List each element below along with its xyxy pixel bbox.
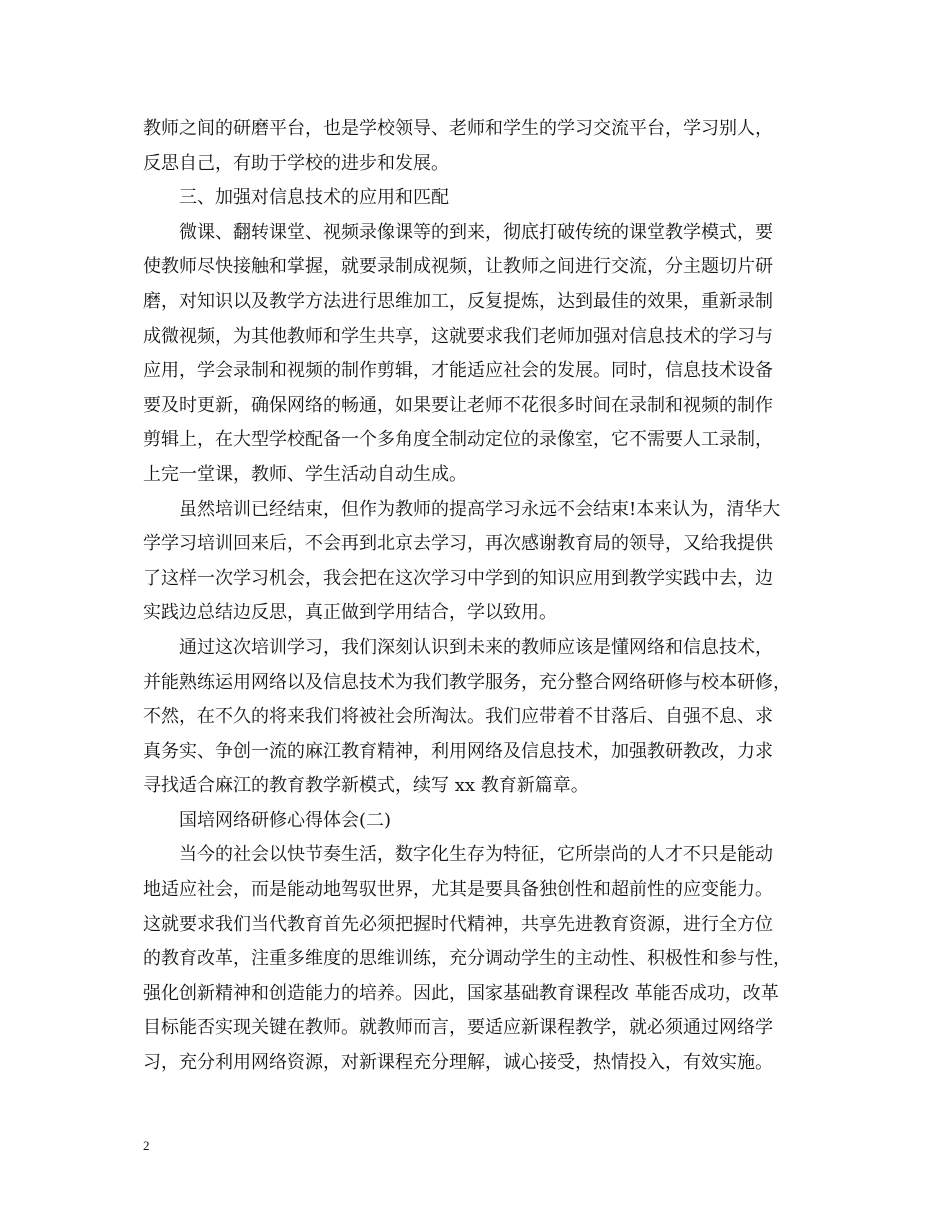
text-line: 不然，在不久的将来我们将被社会所淘汰。我们应带着不甘落后、自强不息、求 [143,706,773,728]
text-line: 实践边总结边反思，真正做到学用结合，学以致用。 [143,602,557,624]
text-line: 使教师尽快接触和掌握，就要录制成视频，让教师之间进行交流，分主题切片研 [143,256,773,278]
text-line: 学学习培训回来后，不会再到北京去学习，再次感谢教育局的领导，又给我提供 [143,533,773,555]
text-line: 通过这次培训学习，我们深刻认识到未来的教师应该是懂网络和信息技术， [179,636,773,658]
text-line: 教师之间的研磨平台，也是学校领导、老师和学生的学习交流平台，学习别人， [143,118,773,139]
text-line: 的教育改革，注重多维度的思维训练，充分调动学生的主动性、积极性和参与性， [143,948,791,970]
text-line: 磨，对知识以及教学方法进行思维加工，反复提炼，达到最佳的效果，重新录制 [143,290,773,312]
text-line: 成微视频，为其他教师和学生共享，这就要求我们老师加强对信息技术的学习与 [143,325,773,347]
text-line: 地适应社会，而是能动地驾驭世界，尤其是要具备独创性和超前性的应变能力。 [143,879,773,901]
text-line: 当今的社会以快节奏生活，数字化生存为特征，它所崇尚的人才不只是能动 [179,844,773,866]
text-line: 真务实、争创一流的麻江教育精神，利用网络及信息技术，加强教研教改，力求 [143,740,773,762]
text-line: 寻找适合麻江的教育教学新模式，续写 xx 教育新篇章。 [143,775,589,797]
text-line: 目标能否实现关键在教师。就教师而言，要适应新课程教学，就必须通过网络学 [143,1017,773,1039]
text-line: 反思自己，有助于学校的进步和发展。 [143,152,449,174]
page-number: 2 [143,1138,150,1153]
text-line: 应用，学会录制和视频的制作剪辑，才能适应社会的发展。同时，信息技术设备 [143,360,773,382]
text-line: 要及时更新，确保网络的畅通，如果要让老师不花很多时间在录制和视频的制作 [143,394,773,416]
text-line: 微课、翻转课堂、视频录像课等的到来，彻底打破传统的课堂教学模式，要 [179,221,773,243]
section-heading: 三、加强对信息技术的应用和匹配 [179,187,449,209]
text-line: 上完一堂课，教师、学生活动自动生成。 [143,463,467,485]
text-line: 这就要求我们当代教育首先必须把握时代精神，共享先进教育资源，进行全方位 [143,913,773,935]
body-text [143,112,811,1081]
text-line: 了这样一次学习机会，我会把在这次学习中学到的知识应用到教学实践中去，边 [143,567,773,589]
text-line: 习，充分利用网络资源，对新课程充分理解，诚心接受，热情投入，有效实施。 [143,1052,773,1074]
text-line: 虽然培训已经结束，但作为教师的提高学习永远不会结束!本来认为，清华大 [179,498,781,520]
text-line: 剪辑上，在大型学校配备一个多角度全制动定位的录像室，它不需要人工录制， [143,429,773,451]
text-line: 并能熟练运用网络以及信息技术为我们教学服务，充分整合网络研修与校本研修， [143,671,791,693]
section-heading: 国培网络研修心得体会(二) [179,809,392,831]
text-line: 强化创新精神和创造能力的培养。因此，国家基础教育课程改 革能否成功，改革 [143,982,779,1004]
